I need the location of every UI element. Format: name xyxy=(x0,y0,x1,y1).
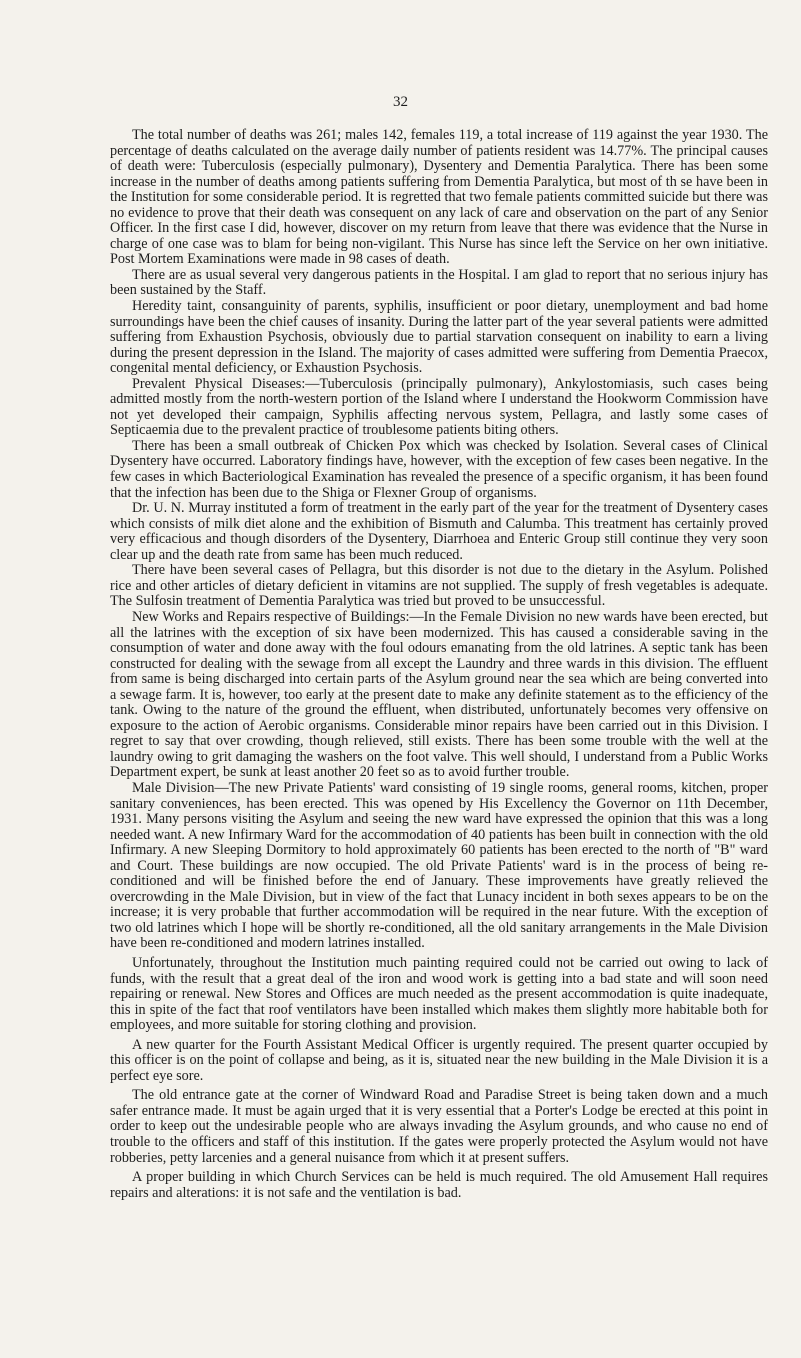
paragraph-causes-of-insanity: Heredity taint, consanguinity of parents, syphilis, insufficient or poor dietary, unemployment and bad home surroundings have been the chief causes of insanity. During the latter part of the year several patients were admitted suffering from Exhaustion Psychosis, obviously due to partial starvation consequent on inability to earn a living during the present depression in the Island. The majority of cases admitted were suffering from Dementia Praecox, congenital mental deficiency, or Exhaustion Psychosis. xyxy=(110,298,768,377)
paragraph-male-division: Male Division—The new Private Patients' ward consisting of 19 single rooms, general rooms, kitchen, proper sanitary conveniences, has been erected. This was opened by His Excellency the Governor on 11th December, 1931. Many persons visiting the Asylum and seeing the new ward have expressed the opinion that this was a long needed want. A new Infirmary Ward for the accommodation of 40 patients has been built in connection with the old Infirmary. A new Sleeping Dormitory to hold approximately 60 patients has been erected to the north of "B" ward and Court. These buildings are now occupied. The old Private Patients' ward is in the process of being re-conditioned and will be finished before the end of January. These improvements have greatly relieved the overcrowding in the Male Division, but in view of the fact that Lunacy incident in both sexes appears to be on the increase; it is very probable that further accommodation will be required in the near future. With the exception of two old latrines which I hope will be shortly re-conditioned, all the old sanitary arrangements in the Male Division have been re-conditioned and modern latrines installed. xyxy=(110,779,768,952)
paragraph-physical-diseases: Prevalent Physical Diseases:—Tuberculosis (principally pulmonary), Ankylostomiasis, such cases being admitted mostly from the north-western portion of the Island where I understand the Hookworm Commission have not yet developed their campaign, Syphilis affecting nervous system, Pellagra, and lastly some cases of Septicaemia due to the prevalent practice of troublesome patients biting others. xyxy=(110,375,768,439)
paragraph-female-division-works: New Works and Repairs respective of Buildings:—In the Female Division no new wards have been erected, but all the latrines with the exception of six have been modernized. This has caused a considerable saving in the consumption of water and done away with the foul odours emanating from the old latrines. A septic tank has been constructed for dealing with the sewage from all except the Laundry and three wards in this division. The effluent from same is being discharged into certain parts of the Asylum ground near the sea which are being converted into a sewage farm. It is, however, too early at the present date to make any definite statement as to the efficiency of the tank. Owing to the nature of the ground the effluent, when distributed, unfortunately becomes very offensive on exposure to the action of Aerobic organisms. Considerable minor repairs have been carried out in this Division. I regret to say that over crowding, though relieved, still exists. There has been some trouble with the well at the laundry owing to grit damaging the washers on the foot valve. This well should, I understand from a Public Works Department expert, be sunk at least another 20 feet so as to avoid further trouble. xyxy=(110,608,768,781)
paragraph-dysentery-treatment: Dr. U. N. Murray instituted a form of treatment in the early part of the year for the treatment of Dysentery cases which consists of milk diet alone and the exhibition of Bismuth and Calumba. This treatment has certainly proved very efficacious and though disorders of the Dysentery, Diarrhoea and Enteric Group still continue they very soon clear up and the death rate from same has been much reduced. xyxy=(110,500,768,563)
paragraph-medical-officer-quarter: A new quarter for the Fourth Assistant Medical Officer is urgently required. The present quarter occupied by this officer is on the point of collapse and being, as it is, situated near the new building in the Male Division it is a perfect eye sore. xyxy=(110,1036,768,1084)
paragraph-pellagra: There have been several cases of Pellagra, but this disorder is not due to the dietary in the Asylum. Polished rice and other articles of dietary deficient in vitamins are not supplied. The supply of fresh vegetables is adequate. The Sulfosin treatment of Dementia Paralytica was tried but proved to be unsuccessful. xyxy=(110,562,768,610)
report-body xyxy=(110,128,768,1201)
paragraph-church-services: A proper building in which Church Services can be held is much required. The old Amusement Hall requires repairs and alterations: it is not safe and the ventilation is bad. xyxy=(110,1169,768,1201)
paragraph-painting-funds: Unfortunately, throughout the Institution much painting required could not be carried out owing to lack of funds, with the result that a great deal of the iron and wood work is getting into a bad state and will soon need repairing or renewal. New Stores and Offices are much needed as the present accommodation is quite inadequate, this in spite of the fact that roof ventilators have been installed which makes them slightly more habitable both for employees, and more suitable for storing clothing and provision. xyxy=(110,954,768,1034)
paragraph-deaths: The total number of deaths was 261; males 142, females 119, a total increase of 119 against the year 1930. The percentage of deaths calculated on the average daily number of patients resident was 14.77%. The principal causes of death were: Tuberculosis (especially pulmonary), Dysentery and Dementia Paralytica. There has been some increase in the number of deaths among patients suffering from Dementia Paralytica, but most of th se have been in the Institution for some considerable period. It is regretted that two female patients committed suicide but there was no evidence to prove that their death was consequent on any lack of care and observation on the part of any Senior Officer. In the first case I did, however, discover on my return from leave that there was evidence that the Nurse in charge of one case was to blam for being non-vigilant. This Nurse has since left the Service on her own initiative. Post Mortem Examinations were made in 98 cases of death. xyxy=(110,127,768,268)
paragraph-chicken-pox: There has been a small outbreak of Chicken Pox which was checked by Isolation. Several cases of Clinical Dysentery have occurred. Laboratory findings have, however, with the exception of few cases been negative. In the few cases in which Bacteriological Examination has revealed the presence of a specific organism, it has been found that the infection has been due to the Shiga or Flexner Group of organisms. xyxy=(110,437,768,501)
paragraph-entrance-gate: The old entrance gate at the corner of Windward Road and Paradise Street is being taken down and a much safer entrance made. It must be again urged that it is very essential that a Porter's Lodge be erected at this point in order to keep out the undesirable people who are always invading the Asylum grounds, and who cause no end of trouble to the officers and staff of this institution. If the gates were properly protected the Asylum would not have robberies, petty larcenies and a general nuisance from which it at present suffers. xyxy=(110,1087,768,1166)
page-number: 32 xyxy=(393,94,408,110)
paragraph-dangerous-patients: There are as usual several very dangerous patients in the Hospital. I am glad to report that no serious injury has been sustained by the Staff. xyxy=(110,266,768,299)
